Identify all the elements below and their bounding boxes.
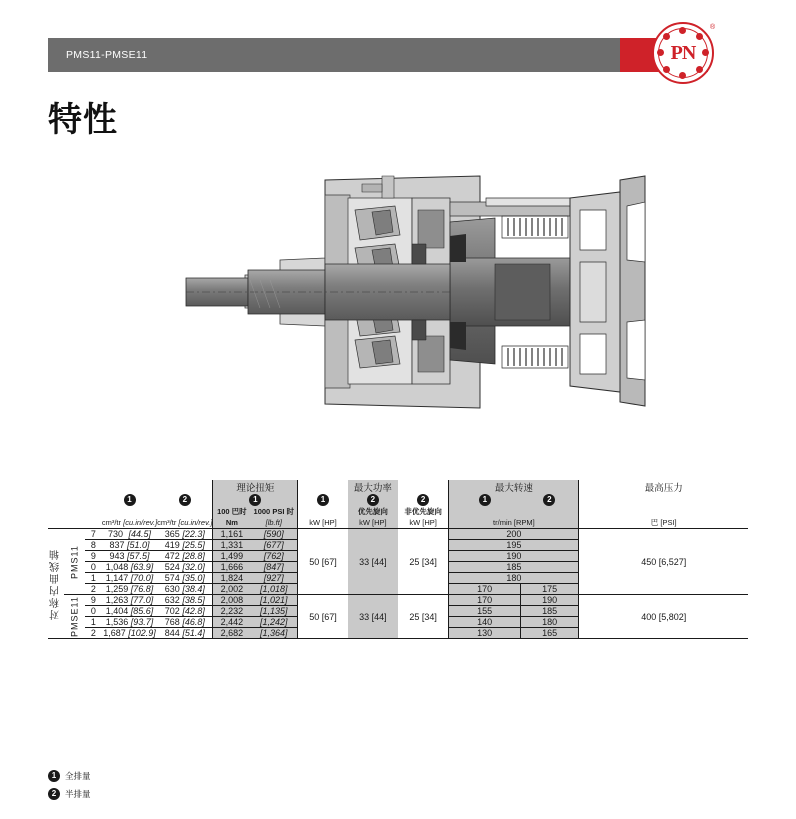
size-code: 9 bbox=[85, 595, 102, 606]
power-preferential: 50 [67] bbox=[298, 595, 348, 639]
torque-lbft: [847] bbox=[250, 562, 297, 573]
header-power-group: 最大功率 bbox=[348, 480, 398, 494]
power-preferential: 50 [67] bbox=[298, 529, 348, 595]
torque-nm: 2,008 bbox=[213, 595, 250, 606]
unit-power-kw: kW [HP] bbox=[309, 518, 337, 527]
max-pressure: 450 [6,527] bbox=[579, 529, 748, 595]
header-bar bbox=[48, 38, 708, 72]
footnote-2 bbox=[48, 788, 91, 800]
displacement-half: 632 [38.5] bbox=[157, 595, 213, 606]
torque-nm: 2,682 bbox=[213, 628, 250, 639]
displacement-half: 844 [51.4] bbox=[157, 628, 213, 639]
torque-lbft: [927] bbox=[250, 573, 297, 584]
displacement-half: 630 [38.4] bbox=[157, 584, 213, 595]
marker-power-half: 2 bbox=[348, 494, 398, 506]
header-pressure-group: 最高压力 bbox=[644, 483, 683, 494]
row-group-label-outer: 对称内曲线轴 bbox=[48, 529, 64, 639]
size-code: 2 bbox=[85, 584, 102, 595]
motor-cross-section-drawing bbox=[150, 140, 650, 440]
marker-power-nonpref: 2 bbox=[398, 494, 449, 506]
size-code: 1 bbox=[85, 573, 102, 584]
unit-pressure: 巴 [PSI] bbox=[650, 518, 677, 527]
torque-lbft: [1,018] bbox=[250, 584, 297, 595]
displacement-full: 1,536 [93.7] bbox=[102, 617, 157, 628]
subheader-power-pref: 优先旋向 bbox=[348, 506, 398, 517]
unit-torque-nm: Nm bbox=[213, 517, 250, 529]
max-speed-half: 175 bbox=[520, 584, 579, 595]
torque-lbft: [1,364] bbox=[250, 628, 297, 639]
subheader-torque-1000psi: 1000 PSI 时 bbox=[250, 506, 297, 517]
max-speed: 195 bbox=[449, 540, 579, 551]
marker-displacement-2: 2 bbox=[157, 494, 213, 506]
table-marker-row bbox=[48, 494, 748, 506]
company-logo bbox=[652, 22, 718, 88]
footnote-marker-1: 1 bbox=[48, 770, 60, 782]
marker-torque: 1 bbox=[213, 494, 298, 506]
size-code: 9 bbox=[85, 551, 102, 562]
displacement-half: 472 [28.8] bbox=[157, 551, 213, 562]
subheader-power-nonpref: 非优先旋向 bbox=[404, 507, 442, 516]
torque-nm: 1,824 bbox=[213, 573, 250, 584]
page-title: 特性 bbox=[48, 101, 118, 139]
displacement-full: 730 [44.5] bbox=[102, 529, 157, 540]
size-code: 8 bbox=[85, 540, 102, 551]
torque-lbft: [1,242] bbox=[250, 617, 297, 628]
displacement-full: 1,687 [102.9] bbox=[103, 628, 156, 638]
table-subheader-row bbox=[48, 506, 748, 517]
max-speed-half: 185 bbox=[520, 606, 579, 617]
torque-nm: 2,002 bbox=[213, 584, 250, 595]
max-pressure: 400 [5,802] bbox=[579, 595, 748, 639]
torque-nm: 2,232 bbox=[213, 606, 250, 617]
unit-displacement-2: cm³/tr [cu.in/rev.] bbox=[157, 518, 213, 527]
table-group-header-row bbox=[48, 480, 748, 494]
torque-lbft: [1,135] bbox=[250, 606, 297, 617]
torque-nm: 1,499 bbox=[213, 551, 250, 562]
table-units-row bbox=[48, 517, 748, 529]
displacement-half: 702 [42.8] bbox=[157, 606, 213, 617]
displacement-half: 768 [46.8] bbox=[157, 617, 213, 628]
max-speed: 200 bbox=[449, 529, 579, 540]
torque-nm: 1,666 bbox=[213, 562, 250, 573]
unit-power-kw-half: kW [HP] bbox=[348, 517, 398, 529]
marker-speed-2: 2 bbox=[520, 494, 579, 506]
logo-pn-text: PN bbox=[670, 41, 696, 64]
size-code: 7 bbox=[85, 529, 102, 540]
displacement-half: 419 [25.5] bbox=[157, 540, 213, 551]
displacement-full: 1,263 [77.0] bbox=[102, 595, 157, 606]
footnote-text-2: 半排量 bbox=[65, 789, 91, 799]
marker-displacement-1: 1 bbox=[102, 494, 157, 506]
displacement-full: 943 [57.5] bbox=[102, 551, 157, 562]
header-speed-group: 最大转速 bbox=[449, 480, 579, 494]
table-row bbox=[48, 529, 748, 540]
logo-registered-mark: ® bbox=[710, 24, 716, 31]
header-title: PMS11-PMSE11 bbox=[66, 49, 148, 61]
torque-lbft: [677] bbox=[250, 540, 297, 551]
header-torque-group: 理论扭矩 bbox=[213, 480, 298, 494]
max-speed-full: 155 bbox=[449, 606, 521, 617]
size-code: 1 bbox=[85, 617, 102, 628]
table-row bbox=[48, 595, 748, 606]
displacement-half: 365 [22.3] bbox=[157, 529, 213, 540]
torque-nm: 1,331 bbox=[213, 540, 250, 551]
specification-table bbox=[48, 480, 748, 639]
series-label-pms11: PMS11 bbox=[64, 529, 85, 595]
max-speed-half: 190 bbox=[520, 595, 579, 606]
max-speed: 190 bbox=[449, 551, 579, 562]
max-speed-full: 170 bbox=[449, 584, 521, 595]
size-code: 0 bbox=[85, 606, 102, 617]
max-speed-full: 130 bbox=[449, 628, 521, 639]
footnote-text-1: 全排量 bbox=[65, 771, 91, 781]
max-speed-half: 165 bbox=[520, 628, 579, 639]
unit-power-kw-nonpref: kW [HP] bbox=[409, 518, 437, 527]
power-non-preferential: 25 [34] bbox=[398, 595, 449, 639]
max-speed-full: 140 bbox=[449, 617, 521, 628]
max-speed: 180 bbox=[449, 573, 579, 584]
torque-lbft: [1,021] bbox=[250, 595, 297, 606]
page-header bbox=[0, 24, 796, 72]
marker-power-full: 1 bbox=[298, 494, 348, 506]
footnote-1 bbox=[48, 770, 91, 782]
max-speed-half: 180 bbox=[520, 617, 579, 628]
unit-torque-lbft: [lb.ft] bbox=[250, 517, 297, 529]
series-label-pmse11: PMSE11 bbox=[64, 595, 85, 639]
unit-displacement-1: cm³/tr [cu.in/rev.] bbox=[101, 518, 158, 527]
displacement-full: 1,147 [70.0] bbox=[102, 573, 157, 584]
displacement-full: 837 [51.0] bbox=[102, 540, 157, 551]
power-half-displacement: 33 [44] bbox=[348, 529, 398, 595]
unit-speed: tr/min [RPM] bbox=[449, 517, 579, 529]
displacement-full: 1,404 [85.6] bbox=[102, 606, 157, 617]
displacement-full: 1,048 [63.9] bbox=[102, 562, 157, 573]
displacement-half: 524 [32.0] bbox=[157, 562, 213, 573]
subheader-torque-100bar: 100 巴时 bbox=[213, 506, 250, 517]
marker-speed-1: 1 bbox=[449, 494, 521, 506]
torque-nm: 1,161 bbox=[213, 529, 250, 540]
displacement-full: 1,259 [76.8] bbox=[102, 584, 157, 595]
size-code: 0 bbox=[85, 562, 102, 573]
table-bottom-border bbox=[48, 639, 748, 640]
power-half-displacement: 33 [44] bbox=[348, 595, 398, 639]
power-non-preferential: 25 [34] bbox=[398, 529, 449, 595]
displacement-half: 574 [35.0] bbox=[157, 573, 213, 584]
torque-lbft: [762] bbox=[250, 551, 297, 562]
size-code: 2 bbox=[85, 628, 102, 639]
max-speed: 185 bbox=[449, 562, 579, 573]
footnote-marker-2: 2 bbox=[48, 788, 60, 800]
max-speed-full: 170 bbox=[449, 595, 521, 606]
footnotes bbox=[48, 770, 91, 806]
torque-nm: 2,442 bbox=[213, 617, 250, 628]
specification-table-wrap bbox=[48, 480, 748, 639]
torque-lbft: [590] bbox=[250, 529, 297, 540]
